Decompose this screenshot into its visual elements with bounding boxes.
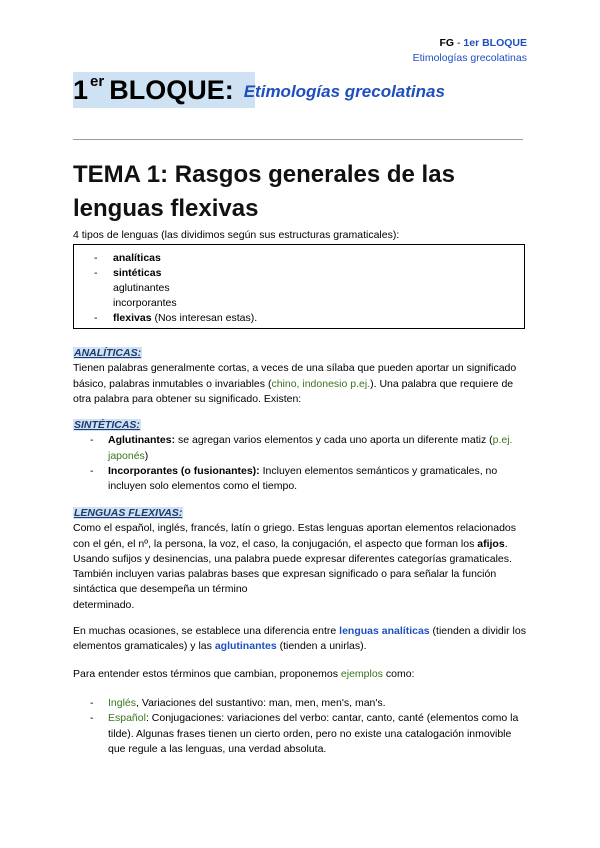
divider — [73, 139, 523, 140]
type-item: - analíticas — [94, 252, 161, 264]
section-body: Como el español, inglés, francés, latín o griego. Estas lenguas aportan elementos relacionados con el gén, el nº, la persona, la voz, el caso, la conjugación, el aspecto que forman los afijos. Usando sufijos y desinencias, una palabra puede expresar diferentes categorías gramaticales. También incluyen varias palabras bases que expresan significado o para señalar la función sintáctica que desempeña un término determinado. — [73, 522, 517, 611]
type-item: - flexivas (Nos interesan estas). — [94, 312, 258, 324]
banner-word: BLOQUE: — [109, 74, 234, 105]
page-header — [413, 36, 527, 66]
language-types-box — [73, 244, 525, 329]
section-heading: SINTÉTICAS: — [74, 419, 140, 431]
paragraph-diferencia: En muchas ocasiones, se establece una diferencia entre lenguas analíticas (tienden a dividir los elementos gramaticales) y las aglutinantes (tienden a unirlas). — [73, 625, 526, 653]
section-sinteticas — [73, 418, 528, 494]
page-title: TEMA 1: Rasgos generales de las lenguas flexivas — [73, 161, 455, 222]
example-item: - Inglés, Variaciones del sustantivo: man, men, men's, man's. — [90, 697, 386, 709]
section-flexivas — [73, 506, 528, 613]
header-initials: FG — [439, 37, 455, 49]
banner-superscript: er — [90, 72, 105, 90]
header-subtitle: Etimologías grecolatinas — [412, 52, 527, 64]
examples-list — [73, 696, 528, 757]
section-heading: ANALÍTICAS: — [74, 347, 142, 359]
section-heading: LENGUAS FLEXIVAS: — [74, 507, 183, 519]
paragraph-ejemplos: Para entender estos términos que cambian, proponemos ejemplos como: — [73, 668, 415, 680]
header-block: 1er BLOQUE — [463, 37, 527, 49]
type-item: incorporantes — [113, 297, 177, 309]
block-banner — [73, 72, 445, 108]
banner-subject: Etimologías grecolatinas — [243, 82, 445, 101]
type-item: aglutinantes — [113, 282, 170, 294]
section-body: Tienen palabras generalmente cortas, a veces de una sílaba que pueden aportar un significado básico, palabras inmutables o invariables (chino, indonesio p.ej.). Una palabra que requiere de otra palabra para obtener su significado. Existen: — [73, 362, 517, 405]
type-item: - sintéticas — [94, 267, 162, 279]
intro-text: 4 tipos de lenguas (las dividimos según sus estructuras gramaticales): — [73, 229, 400, 241]
example-item: - Español: Conjugaciones: variaciones del verbo: cantar, canto, canté (elementos como la tilde). Algunas frases tienen un cierto orden, pero no existe una catalogación inmovible que regule a las lenguas, una verdad absoluta. — [90, 712, 519, 755]
banner-number: 1 — [73, 74, 89, 105]
section-analiticas — [73, 346, 528, 407]
list-item: - Aglutinantes: se agregan varios elementos y cada uno aporta un diferente matiz (p.ej. japonés) — [90, 434, 513, 462]
list-item: - Incorporantes (o fusionantes): Incluyen elementos semánticos y gramaticales, no incluyen solo elementos como el tiempo. — [90, 464, 498, 493]
header-separator: - — [454, 37, 464, 49]
